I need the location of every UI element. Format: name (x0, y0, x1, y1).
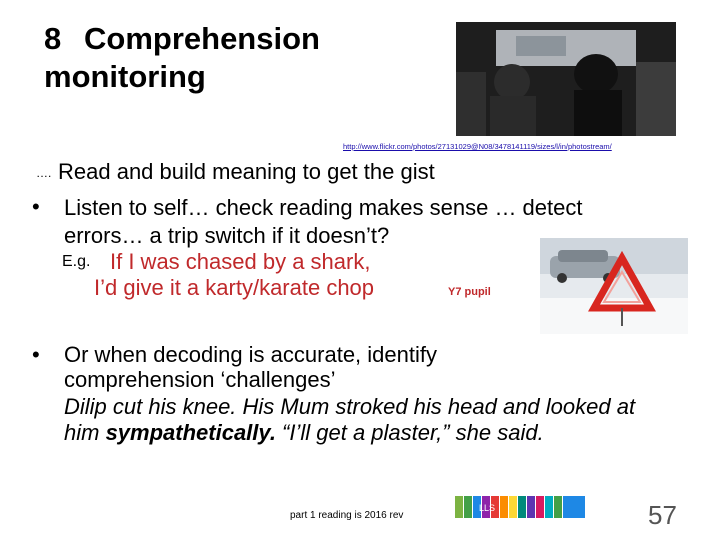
leading-ellipsis: …. (36, 166, 52, 180)
quote-part-2: “I’ll get a plaster,” she said. (275, 420, 544, 445)
bullet-1-marker: • (32, 194, 40, 219)
lls-logo (455, 496, 585, 518)
example-line-1: If I was chased by a shark, (110, 249, 371, 274)
example-source: Y7 pupil (448, 286, 491, 298)
bullet-2-text (64, 342, 437, 392)
bullet-1-line-2: errors… a trip switch if it doesn’t? (64, 223, 390, 248)
gist-line: Read and build meaning to get the gist (58, 159, 435, 184)
title-line-2: monitoring (44, 59, 206, 94)
bullet-2-line-1: Or when decoding is accurate, identify (64, 342, 437, 367)
page-number: 57 (648, 500, 677, 530)
warning-triangle-photo (540, 238, 688, 334)
example-line-2: I’d give it a karty/karate chop (94, 275, 375, 300)
bullet-2-marker: • (32, 342, 40, 367)
quote-part-1: Dilip cut his knee. His Mum stroked his head and looked at him (64, 394, 636, 445)
logo-text: LLS (479, 503, 496, 513)
bullet-1-line-1: Listen to self… check reading makes sense … detect (64, 195, 583, 220)
bullet-2-line-2: comprehension ‘challenges’ (64, 367, 336, 392)
quote-bold-word: sympathetically. (105, 420, 276, 445)
eg-label: E.g. (62, 253, 91, 270)
photo-credit-link[interactable]: http://www.flickr.com/photos/27131029@N08/3478141119/sizes/l/in/photostream/ (343, 142, 612, 151)
footer-text: part 1 reading is 2016 rev (290, 510, 404, 521)
example-quote (64, 394, 664, 446)
car-interior-photo (456, 22, 676, 136)
title-line-1: Comprehension (84, 21, 320, 56)
slide-title (44, 20, 320, 96)
title-number: 8 (44, 21, 62, 56)
